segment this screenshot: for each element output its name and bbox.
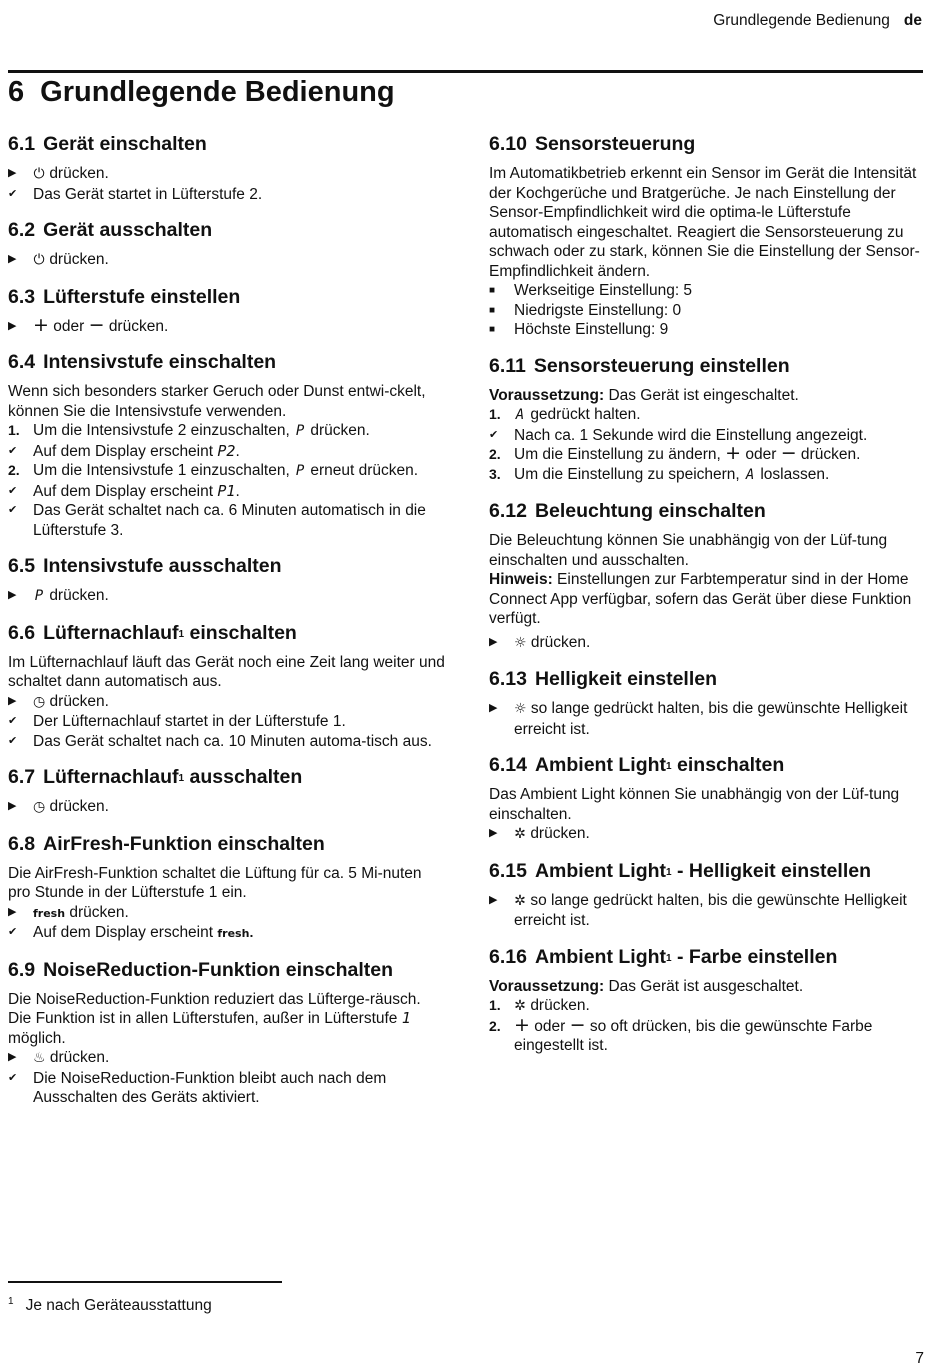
section-intro: Im Automatikbetrieb erkennt ein Sensor im Gerät die Intensität der Kochgerüche und Bratgerüche. Je nach Einstellung der Sensor-Empfindlichkeit wird die optima-le Lüfterstufe automatisch eingeschaltet. Reagiert die Sensorsteuerung zu schwach oder zu stark, können Sie die Einstellung der Sensor-Empfindlichkeit ändern. <box>489 165 920 280</box>
section-6-4 <box>8 348 448 540</box>
numbered-step: 1. A gedrückt halten. <box>489 405 929 426</box>
section-6-6 <box>8 619 448 752</box>
footnote <box>8 1296 212 1315</box>
section-intro: Die AirFresh-Funktion schaltet die Lüftung für ca. 5 Mi-nuten pro Stunde in der Lüfterstufe 1 ein. <box>8 864 422 901</box>
action-triangle-icon: ▶ <box>489 702 498 714</box>
fan-level-display: 1 <box>401 1009 411 1027</box>
result-check-icon: ✔ <box>8 484 18 497</box>
section-6-15 <box>489 857 929 931</box>
numbered-step: 2. Um die Intensivstufe 1 einzuschalten, P erneut drücken. <box>8 461 448 482</box>
action-step: ▶ ✲ so lange gedrückt halten, bis die gewünschte Helligkeit erreicht ist. <box>489 891 907 929</box>
right-column <box>489 130 929 1068</box>
precondition: Voraussetzung: Das Gerät ist ausgeschaltet. <box>489 977 804 995</box>
language-code: de <box>903 12 922 29</box>
numbered-step: 1. ✲ drücken. <box>489 996 929 1017</box>
section-heading: 6.12 Beleuchtung einschalten <box>489 500 766 522</box>
action-step: ▶ ☼ drücken. <box>489 633 929 654</box>
result-check-icon: ✔ <box>8 715 18 727</box>
power-icon: ⏻ <box>33 252 45 268</box>
section-6-8 <box>8 830 448 944</box>
a-sensor-icon: A <box>515 407 525 423</box>
section-heading: 6.11 Sensorsteuerung einstellen <box>489 354 790 377</box>
result-step: ✔ Der Lüfternachlauf startet in der Lüfterstufe 1. <box>8 713 346 730</box>
chapter-title-text: Grundlegende Bedienung <box>40 76 395 108</box>
ambient-light-icon: ✲ <box>514 892 526 909</box>
section-6-9 <box>8 956 448 1108</box>
footnote-text: Je nach Geräteausstattung <box>25 1297 212 1315</box>
action-triangle-icon: ▶ <box>8 905 17 918</box>
ambient-light-icon: ✲ <box>514 826 526 842</box>
action-triangle-icon: ▶ <box>8 1051 17 1063</box>
ambient-light-icon: ✲ <box>514 998 526 1014</box>
section-6-14 <box>489 751 929 845</box>
section-6-7 <box>8 763 448 818</box>
result-check-icon: ✔ <box>8 444 18 457</box>
header-title: Grundlegende Bedienung <box>713 12 890 29</box>
section-heading: 6.14 Ambient Light$^1$ einschalten <box>489 754 785 776</box>
result-step: ✔ Das Gerät schaltet nach ca. 10 Minuten automa-tisch aus. <box>8 732 432 750</box>
result-step: ✔ Das Gerät schaltet nach ca. 6 Minuten automatisch in die Lüfterstufe 3. <box>8 502 426 539</box>
minus-icon: − <box>780 442 797 464</box>
list-item: ■ Höchste Einstellung: 9 <box>489 321 669 338</box>
action-triangle-icon: ▶ <box>8 167 17 179</box>
minus-icon: − <box>569 1013 586 1036</box>
action-step: ▶ ✲ drücken. <box>489 824 929 845</box>
section-heading: 6.10 Sensorsteuerung <box>489 133 696 155</box>
list-item: ■ Niedrigste Einstellung: 0 <box>489 301 682 319</box>
action-step: ▶ ◷ drücken. <box>8 692 448 713</box>
action-triangle-icon: ▶ <box>8 589 17 601</box>
action-step: ▶ ♨ drücken. <box>8 1048 448 1069</box>
section-heading: 6.5 Intensivstufe ausschalten <box>8 555 282 577</box>
noise-reduction-icon: ♨ <box>33 1050 46 1066</box>
section-heading: 6.1 Gerät einschalten <box>8 133 207 155</box>
result-step: ✔ Auf dem Display erscheint P2. <box>8 441 240 460</box>
p-intensive-icon: P <box>295 423 305 439</box>
display-readout: P1 <box>217 481 236 500</box>
result-step: ✔ Nach ca. 1 Sekunde wird die Einstellung angezeigt. <box>489 426 868 444</box>
numbered-step: 2. Um die Einstellung zu ändern, + oder − drücken. <box>489 442 861 464</box>
footnote-mark: 1 <box>8 1296 14 1307</box>
result-check-icon: ✔ <box>489 428 499 441</box>
plus-icon: + <box>514 1013 530 1036</box>
action-step: ▶ P drücken. <box>8 586 448 607</box>
section-6-10 <box>489 130 929 340</box>
section-6-5 <box>8 552 448 607</box>
section-heading: 6.16 Ambient Light$^1$ - Farbe einstellen <box>489 945 838 968</box>
chapter-number: 6 <box>8 76 25 108</box>
action-triangle-icon: ▶ <box>8 253 17 265</box>
airfresh-icon: fresh <box>33 906 66 920</box>
action-triangle-icon: ▶ <box>489 635 498 648</box>
action-triangle-icon: ▶ <box>489 893 498 906</box>
result-check-icon: ✔ <box>8 187 18 200</box>
result-check-icon: ✔ <box>8 504 18 516</box>
action-step: ▶ ☼ so lange gedrückt halten, bis die gewünschte Helligkeit erreicht ist. <box>489 700 908 738</box>
section-6-12 <box>489 497 929 653</box>
action-triangle-icon: ▶ <box>489 827 498 839</box>
chapter-title <box>8 76 395 109</box>
section-intro: Die Beleuchtung können Sie unabhängig von der Lüf-tung einschalten und ausschalten. <box>489 532 888 569</box>
light-icon: ☼ <box>514 634 527 651</box>
p-intensive-icon: P <box>34 588 44 604</box>
display-readout: fresh. <box>217 927 254 940</box>
power-icon: ⏻ <box>33 166 45 182</box>
section-heading: 6.4 Intensivstufe einschalten <box>8 351 277 373</box>
section-intro: Die NoiseReduction-Funktion reduziert das Lüfterge-räusch. Die Funktion ist in allen Lüfterstufen, außer in Lüfterstufe 1 möglich. <box>8 990 421 1047</box>
precondition: Voraussetzung: Das Gerät ist eingeschaltet. <box>489 386 799 404</box>
section-intro: Wenn sich besonders starker Geruch oder Dunst entwi-ckelt, können Sie die Intensivstufe verwenden. <box>8 383 426 420</box>
action-triangle-icon: ▶ <box>8 800 17 812</box>
fan-runon-timer-icon: ◷ <box>33 693 46 710</box>
result-check-icon: ✔ <box>8 1071 18 1084</box>
result-check-icon: ✔ <box>8 734 18 747</box>
minus-icon: − <box>88 313 105 336</box>
square-bullet-icon: ■ <box>489 285 496 296</box>
result-check-icon: ✔ <box>8 926 18 938</box>
list-item: ■ Werkseitige Einstellung: 5 <box>489 282 693 299</box>
section-heading: 6.2 Gerät ausschalten <box>8 219 213 241</box>
header-rule <box>8 70 923 73</box>
section-6-13 <box>489 665 929 739</box>
page-number: 7 <box>915 1350 924 1367</box>
section-intro: Das Ambient Light können Sie unabhängig von der Lüf-tung einschalten. <box>489 786 900 823</box>
section-6-16 <box>489 943 929 1056</box>
p-intensive-icon: P <box>295 463 305 479</box>
square-bullet-icon: ■ <box>489 304 496 316</box>
section-heading: 6.6 Lüfternachlauf$^1$ einschalten <box>8 621 297 644</box>
section-6-1 <box>8 130 448 204</box>
section-heading: 6.7 Lüfternachlauf$^1$ ausschalten <box>8 766 303 788</box>
section-heading: 6.3 Lüfterstufe einstellen <box>8 285 241 308</box>
numbered-step: 1. Um die Intensivstufe 2 einzuschalten, P drücken. <box>8 421 448 442</box>
result-step: ✔ Die NoiseReduction-Funktion bleibt auch nach dem Ausschalten des Geräts aktiviert. <box>8 1069 387 1106</box>
action-step: ▶ ◷ drücken. <box>8 797 448 818</box>
action-step: ▶ ⏻ drücken. <box>8 250 448 271</box>
section-6-11 <box>489 352 929 486</box>
fan-runon-timer-icon: ◷ <box>33 799 46 815</box>
action-step: ▶ ⏻ drücken. <box>8 164 448 185</box>
action-step: ▶ + oder − drücken. <box>8 313 169 336</box>
action-triangle-icon: ▶ <box>8 319 17 332</box>
section-heading: 6.9 NoiseReduction-Funktion einschalten <box>8 958 394 981</box>
section-heading: 6.8 AirFresh-Funktion einschalten <box>8 832 325 855</box>
numbered-step: 2. + oder − so oft drücken, bis die gewünschte Farbe eingestellt ist. <box>489 1013 873 1054</box>
result-step: ✔ Das Gerät startet in Lüfterstufe 2. <box>8 185 263 203</box>
footnote-rule <box>8 1281 282 1283</box>
section-heading: 6.13 Helligkeit einstellen <box>489 668 718 690</box>
plus-icon: + <box>33 313 49 336</box>
plus-icon: + <box>725 442 742 464</box>
running-header <box>713 12 922 30</box>
note: Hinweis: Einstellungen zur Farbtemperatur sind in der Home Connect App verfügbar, sofern das Gerät über diese Funktion verfügt. <box>489 571 912 627</box>
section-intro: Im Lüfternachlauf läuft das Gerät noch eine Zeit lang weiter und schaltet dann automatisch aus. <box>8 653 445 690</box>
numbered-step: 3. Um die Einstellung zu speichern, A loslassen. <box>489 465 929 486</box>
action-triangle-icon: ▶ <box>8 694 17 707</box>
light-icon: ☼ <box>514 701 527 717</box>
result-step: ✔ Auf dem Display erscheint fresh. <box>8 923 448 944</box>
section-heading: 6.15 Ambient Light$^1$ - Helligkeit einstellen <box>489 859 871 882</box>
section-6-3 <box>8 283 448 337</box>
action-step: ▶ fresh drücken. <box>8 903 448 924</box>
result-step: ✔ Auf dem Display erscheint P1. <box>8 481 240 500</box>
display-readout: P2 <box>217 441 236 460</box>
a-sensor-icon: A <box>745 466 755 483</box>
section-6-2 <box>8 216 448 271</box>
square-bullet-icon: ■ <box>489 324 496 335</box>
left-column <box>8 130 448 1120</box>
